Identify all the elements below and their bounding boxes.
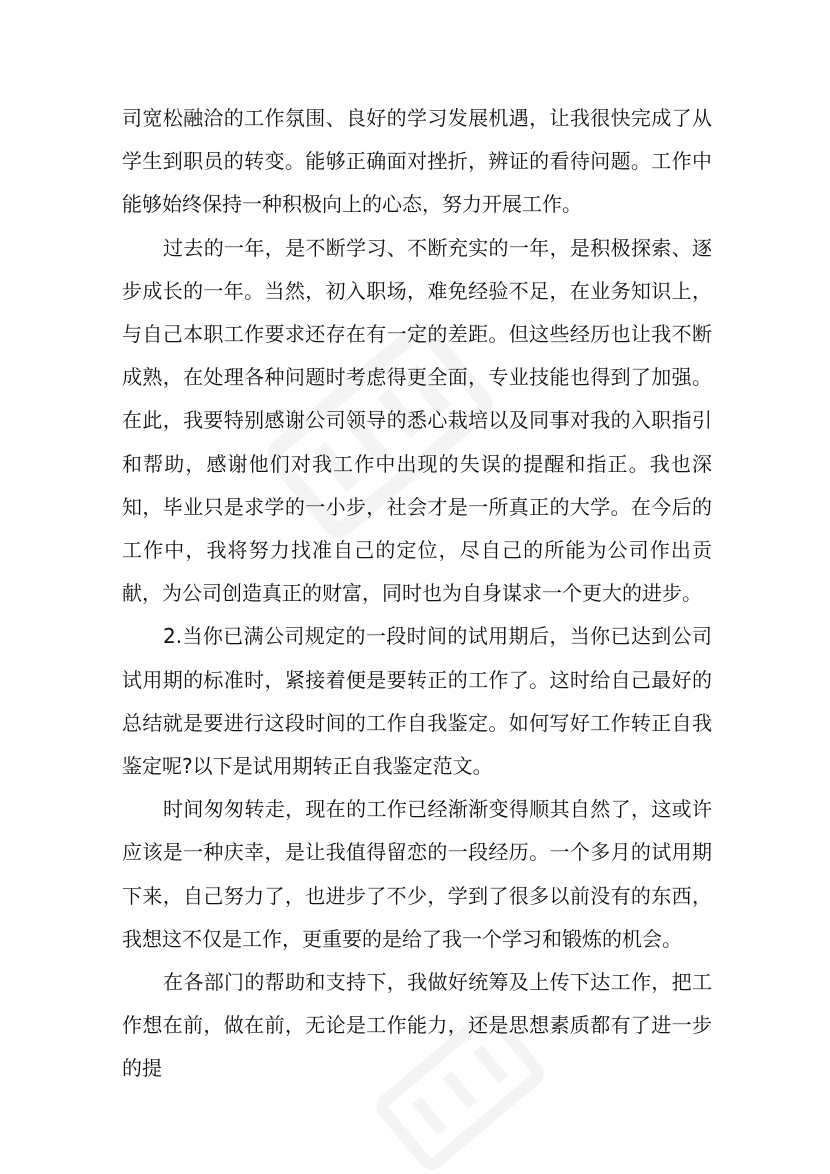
paragraph-1: 司宽松融洽的工作氛围、良好的学习发展机遇，让我很快完成了从学生到职员的转变。能够正确面对挫折，辨证的看待问题。工作中能够始终保持一种积极向上的心态，努力开展工作。 xyxy=(122,106,712,217)
paragraph-2: 过去的一年，是不断学习、不断充实的一年，是积极探索、逐步成长的一年。当然，初入职场，难免经验不足，在业务知识上，与自己本职工作要求还存在有一定的差距。但这些经历也让我不断成熟，在处理各种问题时考虑得更全面，专业技能也得到了加强。在此，我要特别感谢公司领导的悉心栽培以及同事对我的入职指引和帮助，感谢他们对我工作中出现的失误的提醒和指正。我也深知，毕业只是求学的一小步，社会才是一所真正的大学。在今后的工作中，我将努力找准自己的定位，尽自己的所能为公司作出贡献，为公司创造真正的财富，同时也为自身谋求一个更大的进步。 xyxy=(122,235,712,606)
document-body xyxy=(122,97,712,1091)
paragraph-3: 2.当你已满公司规定的一段时间的试用期后，当你已达到公司试用期的标准时，紧接着便是要转正的工作了。这时给自己最好的总结就是要进行这段时间的工作自我鉴定。如何写好工作转正自我鉴定呢?以下是试用期转正自我鉴定范文。 xyxy=(122,624,712,779)
paragraph-4: 时间匆匆转走，现在的工作已经渐渐变得顺其自然了，这或许应该是一种庆幸，是让我值得留恋的一段经历。一个多月的试用期下来，自己努力了，也进步了不少，学到了很多以前没有的东西，我想这不仅是工作，更重要的是给了我一个学习和锻炼的机会。 xyxy=(122,797,712,951)
paragraph-5: 在各部门的帮助和支持下，我做好统筹及上传下达工作，把工作想在前，做在前，无论是工作能力，还是思想素质都有了进一步的提 xyxy=(122,970,712,1081)
